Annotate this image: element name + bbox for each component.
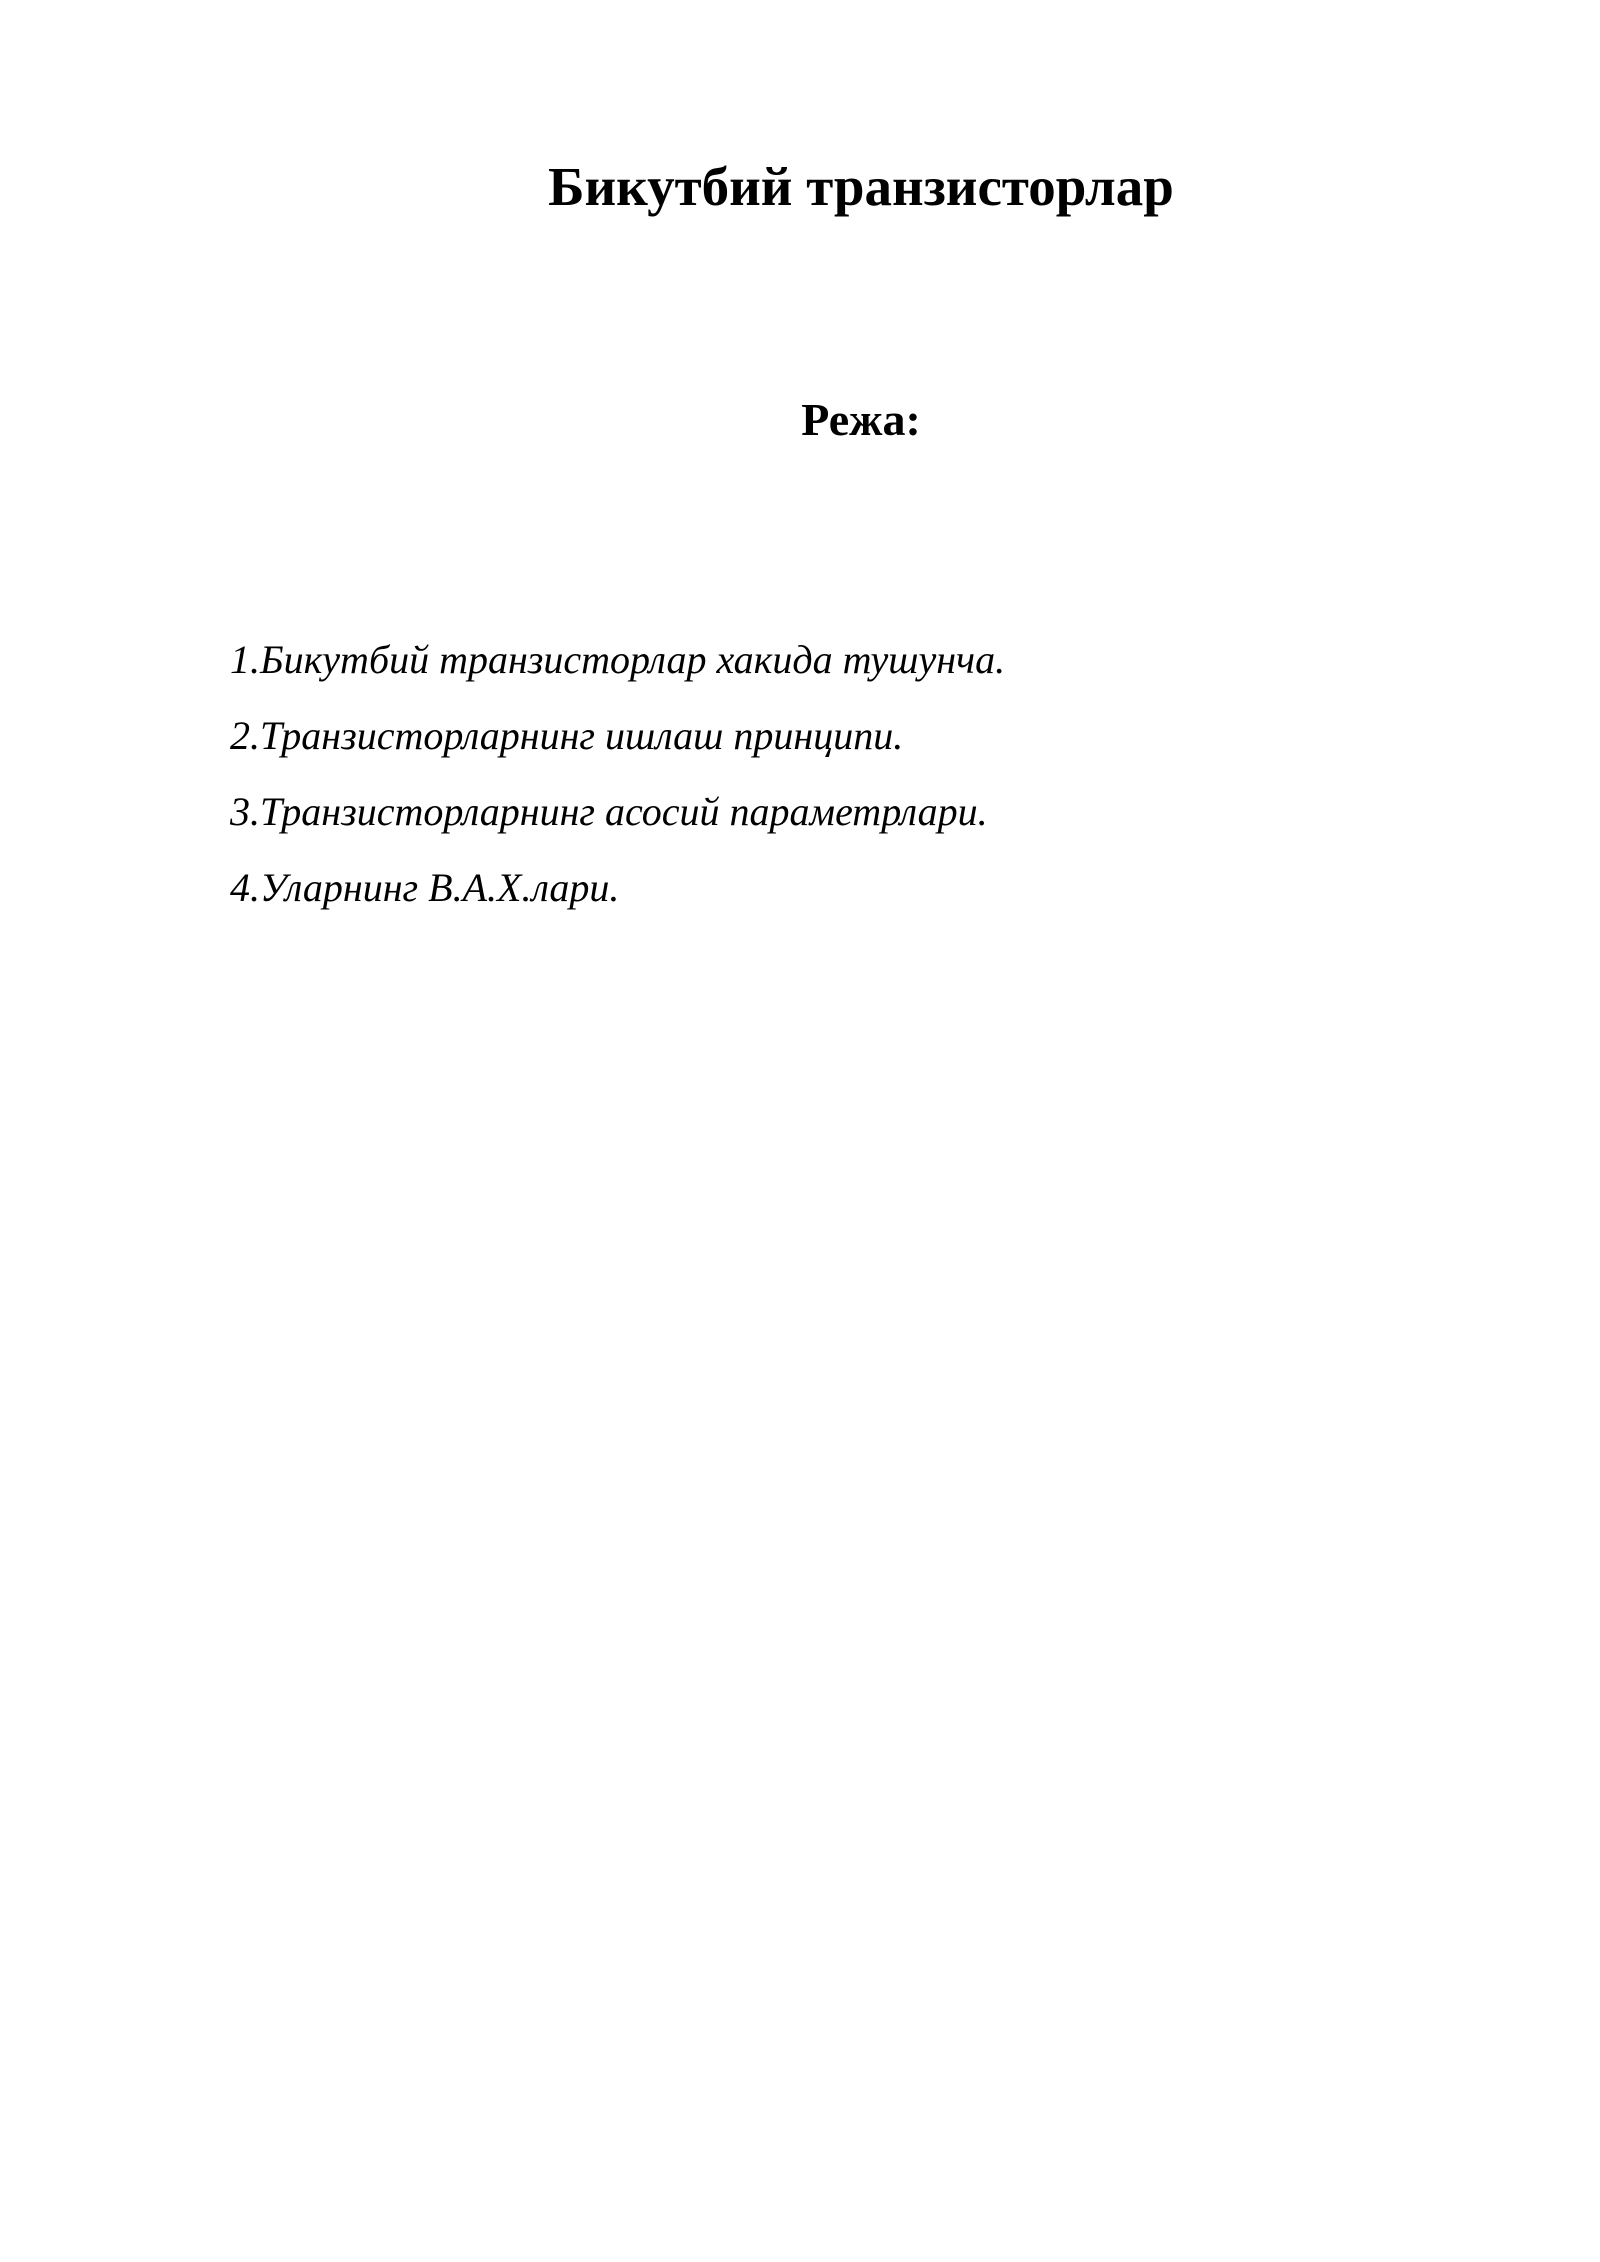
plan-item-3: 3.Транзисторларнинг асосий параметрлари. <box>230 789 988 834</box>
plan-item-1: 1.Бикутбий транзисторлар хакида тушунча. <box>230 637 1006 682</box>
plan-list <box>230 622 1005 926</box>
plan-heading: Режа: <box>801 394 921 445</box>
plan-item-4: 4.Уларнинг В.А.Х.лари. <box>230 865 620 910</box>
document-title: Бикутбий транзисторлар <box>548 156 1174 217</box>
plan-item-2: 2.Транзисторларнинг ишлаш принципи. <box>230 713 904 758</box>
